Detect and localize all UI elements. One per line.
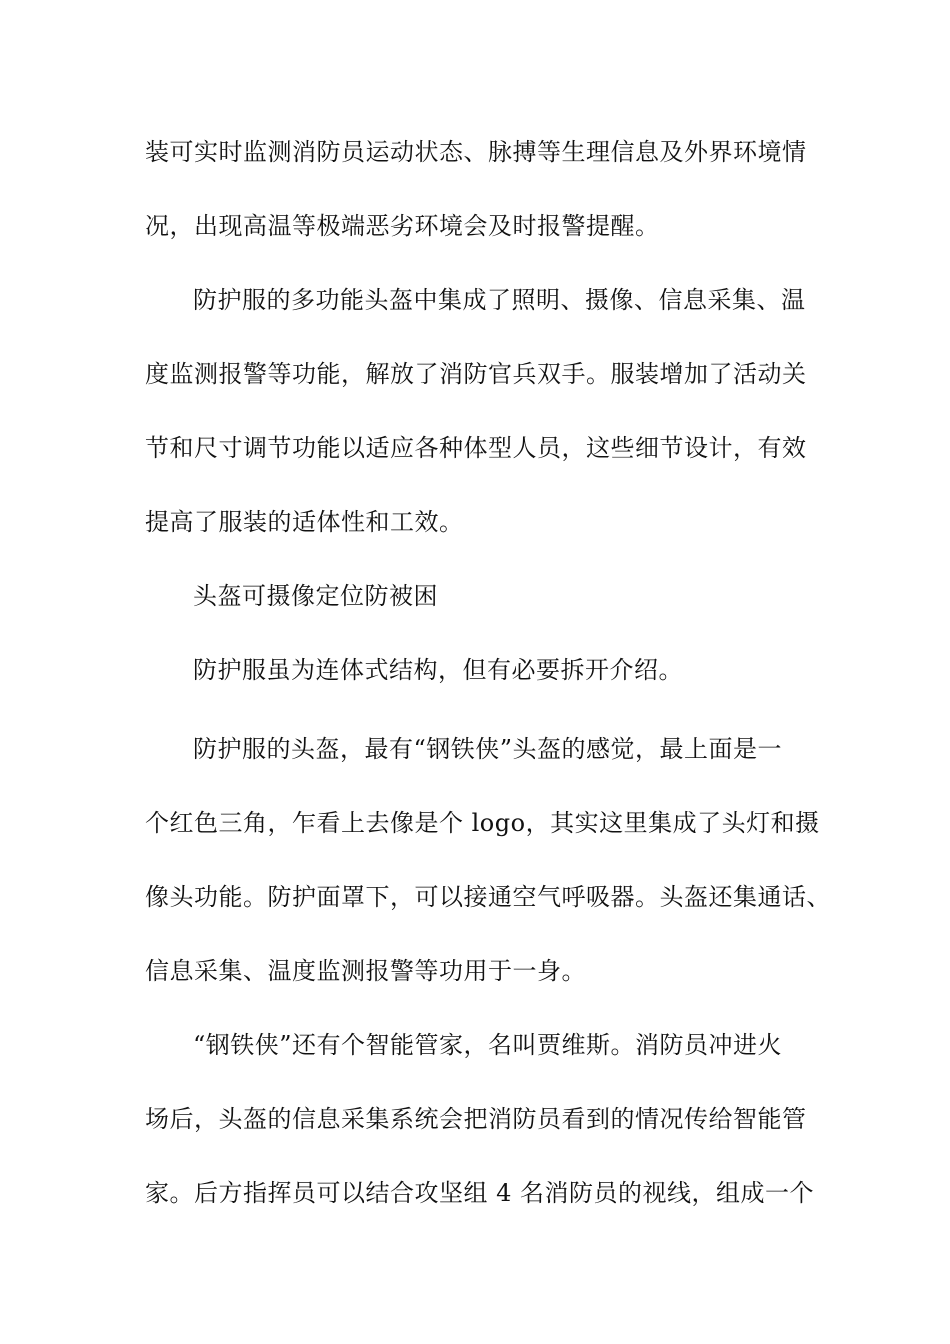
text-line-15: 家。后方指挥员可以结合攻坚组 4 名消防员的视线，组成一个 — [145, 1179, 815, 1207]
text-line-11: 像头功能。防护面罩下，可以接通空气呼吸器。头盔还集通话、 — [145, 883, 831, 911]
text-line-1: 装可实时监测消防员运动状态、脉搏等生理信息及外界环境情 — [145, 138, 807, 166]
paragraph-start-line-13: “钢铁侠”还有个智能管家，名叫贾维斯。消防员冲进火 — [193, 1031, 783, 1059]
text-line-10: 个红色三角，乍看上去像是个 logo，其实这里集成了头灯和摄 — [145, 809, 820, 837]
text-line-5: 节和尺寸调节功能以适应各种体型人员，这些细节设计，有效 — [145, 434, 807, 462]
text-line-6: 提高了服装的适体性和工效。 — [145, 508, 464, 536]
text-line-4: 度监测报警等功能，解放了消防官兵双手。服装增加了活动关 — [145, 360, 807, 388]
paragraph-start-line-3: 防护服的多功能头盔中集成了照明、摄像、信息采集、温 — [193, 286, 806, 314]
section-heading: 头盔可摄像定位防被困 — [193, 582, 438, 610]
text-line-12: 信息采集、温度监测报警等功用于一身。 — [145, 957, 586, 985]
paragraph-start-line-9: 防护服的头盔，最有“钢铁侠”头盔的感觉，最上面是一 — [193, 735, 783, 763]
text-line-14: 场后，头盔的信息采集系统会把消防员看到的情况传给智能管 — [145, 1105, 807, 1133]
text-line-2: 况，出现高温等极端恶劣环境会及时报警提醒。 — [145, 212, 660, 240]
paragraph-start-line-8: 防护服虽为连体式结构，但有必要拆开介绍。 — [193, 656, 683, 684]
